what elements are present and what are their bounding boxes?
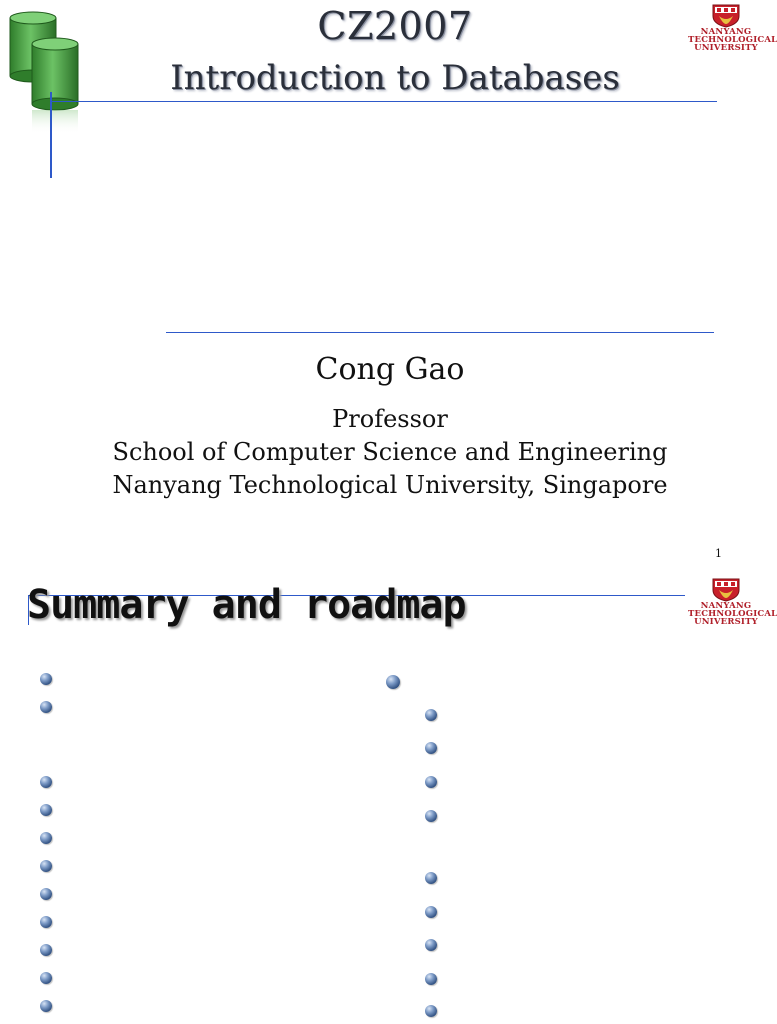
presenter-role: Professor — [332, 405, 448, 433]
roadmap-slide — [0, 568, 777, 1024]
logo-text-line3: UNIVERSITY — [694, 43, 758, 53]
bullet-icon — [425, 939, 437, 951]
bullet-icon — [40, 972, 52, 984]
bullet-icon — [40, 804, 52, 816]
page-number: 1 — [715, 547, 722, 560]
ntu-logo — [688, 4, 777, 54]
slide-title: Summary and roadmap — [27, 582, 466, 628]
bullet-icon — [425, 872, 437, 884]
bullet-icon — [40, 776, 52, 788]
logo-text-line2: TECHNOLOGICAL — [688, 609, 777, 619]
bullet-icon — [40, 916, 52, 928]
bullet-icon — [425, 1005, 437, 1017]
bullet-icon — [425, 973, 437, 985]
logo-text-line3: UNIVERSITY — [694, 617, 758, 627]
bullet-icon — [40, 832, 52, 844]
presenter-name: Cong Gao — [315, 352, 465, 387]
logo-text-line2: TECHNOLOGICAL — [688, 35, 777, 45]
database-cylinders-icon — [8, 10, 88, 135]
logo-text-line1: NANYANG — [700, 27, 752, 37]
ntu-crest-icon — [711, 578, 741, 602]
bullet-icon — [425, 776, 437, 788]
bullet-icon — [40, 860, 52, 872]
course-title: Introduction to Databases — [170, 58, 620, 98]
ntu-crest-icon — [711, 4, 741, 28]
bullet-icon — [425, 709, 437, 721]
presenter-school: School of Computer Science and Engineering — [112, 438, 668, 466]
presenter-rule — [166, 332, 714, 333]
presenter-university: Nanyang Technological University, Singapore — [112, 471, 668, 499]
bullet-icon — [425, 906, 437, 918]
bullet-icon — [40, 944, 52, 956]
bullet-icon — [425, 742, 437, 754]
logo-text-line1: NANYANG — [700, 601, 752, 611]
bullet-icon — [386, 675, 400, 689]
bullet-icon — [40, 1000, 52, 1012]
title-rule — [50, 101, 717, 102]
bullet-icon — [40, 673, 52, 685]
course-code: CZ2007 — [317, 4, 473, 48]
bullet-icon — [40, 888, 52, 900]
bullet-icon — [40, 701, 52, 713]
vertical-rule — [50, 92, 52, 178]
bullet-icon — [425, 810, 437, 822]
ntu-logo — [688, 578, 777, 628]
